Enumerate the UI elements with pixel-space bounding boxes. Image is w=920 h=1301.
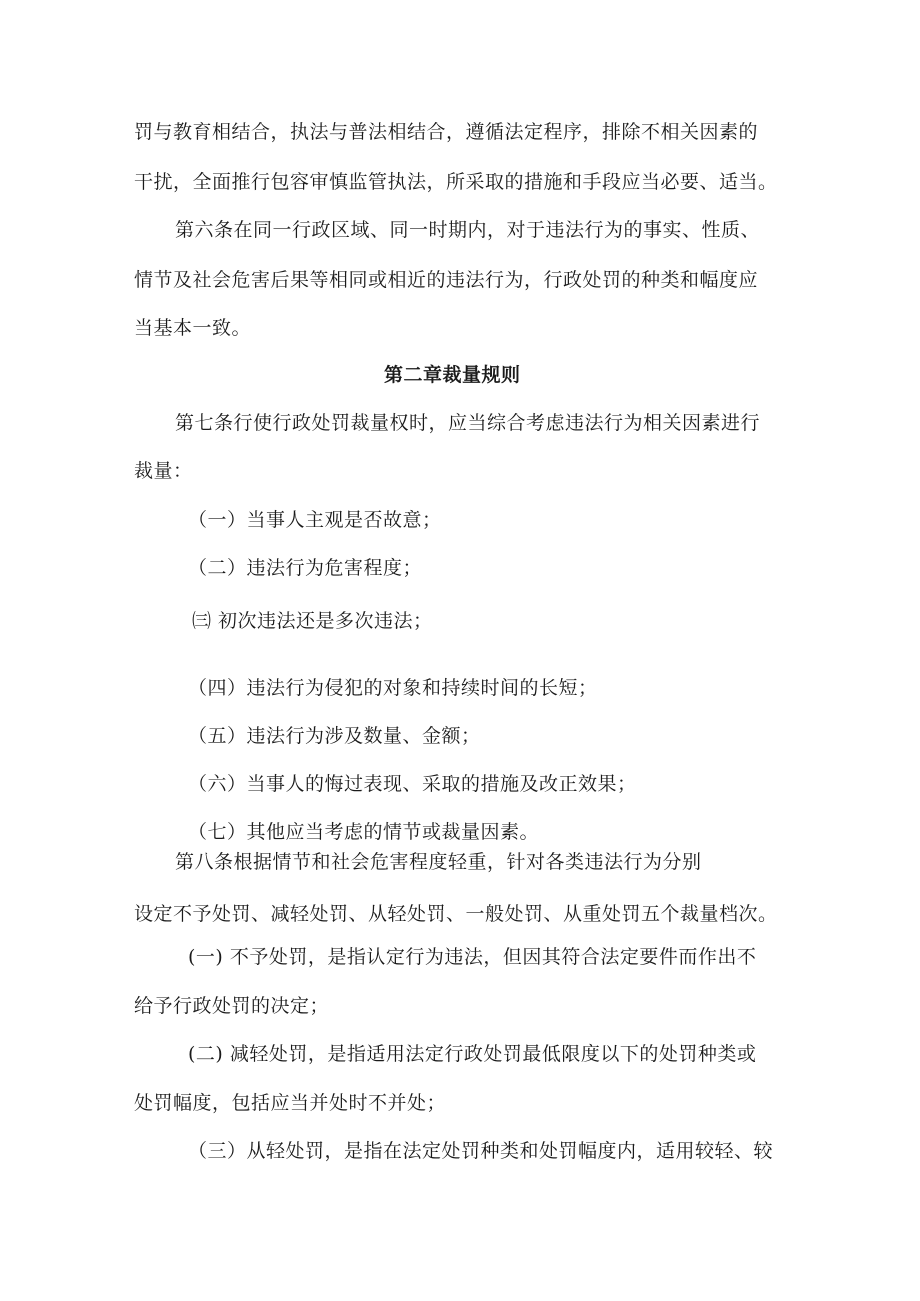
article-8-line: 第八条根据情节和社会危害程度轻重，针对各类违法行为分别 bbox=[175, 851, 702, 873]
paragraph-line: 裁量： bbox=[134, 460, 193, 482]
list-item: （二）违法行为危害程度； bbox=[188, 557, 423, 579]
list-item: （七）其他应当考虑的情节或裁量因素。 bbox=[188, 821, 540, 843]
list-item: （一）当事人主观是否故意； bbox=[188, 509, 442, 531]
list-item: （四）违法行为侵犯的对象和持续时间的长短； bbox=[188, 677, 598, 699]
list-item: (二) 减轻处罚，是指适用法定行政处罚最低限度以下的处罚种类或 bbox=[188, 1043, 757, 1065]
paragraph-line: 给予行政处罚的决定； bbox=[134, 995, 330, 1017]
list-item: (一) 不予处罚，是指认定行为违法，但因其符合法定要件而作出不 bbox=[188, 946, 757, 968]
list-item: （五）违法行为涉及数量、金额； bbox=[188, 725, 481, 747]
article-6-line: 第六条在同一行政区域、同一时期内，对于违法行为的事实、性质、 bbox=[175, 219, 761, 241]
paragraph-line: 情节及社会危害后果等相同或相近的违法行为，行政处罚的种类和幅度应 bbox=[134, 269, 759, 291]
list-item: ㈢ 初次违法还是多次违法； bbox=[192, 610, 433, 632]
paragraph-line: 处罚幅度，包括应当并处时不并处； bbox=[134, 1092, 447, 1114]
paragraph-line: 罚与教育相结合，执法与普法相结合，遵循法定程序，排除不相关因素的 bbox=[134, 121, 759, 143]
paragraph-line: 干扰，全面推行包容审慎监管执法，所采取的措施和手段应当必要、适当。 bbox=[134, 171, 778, 193]
list-item: （三）从轻处罚，是指在法定处罚种类和处罚幅度内，适用较轻、较 bbox=[188, 1140, 774, 1162]
article-7-line: 第七条行使行政处罚裁量权时，应当综合考虑违法行为相关因素进行 bbox=[175, 412, 761, 434]
paragraph-line: 设定不予处罚、减轻处罚、从轻处罚、一般处罚、从重处罚五个裁量档次。 bbox=[134, 903, 778, 925]
chapter-heading: 第二章裁量规则 bbox=[384, 364, 521, 386]
list-item: （六）当事人的悔过表现、采取的措施及改正效果； bbox=[188, 773, 637, 795]
paragraph-line: 当基本一致。 bbox=[134, 317, 252, 339]
